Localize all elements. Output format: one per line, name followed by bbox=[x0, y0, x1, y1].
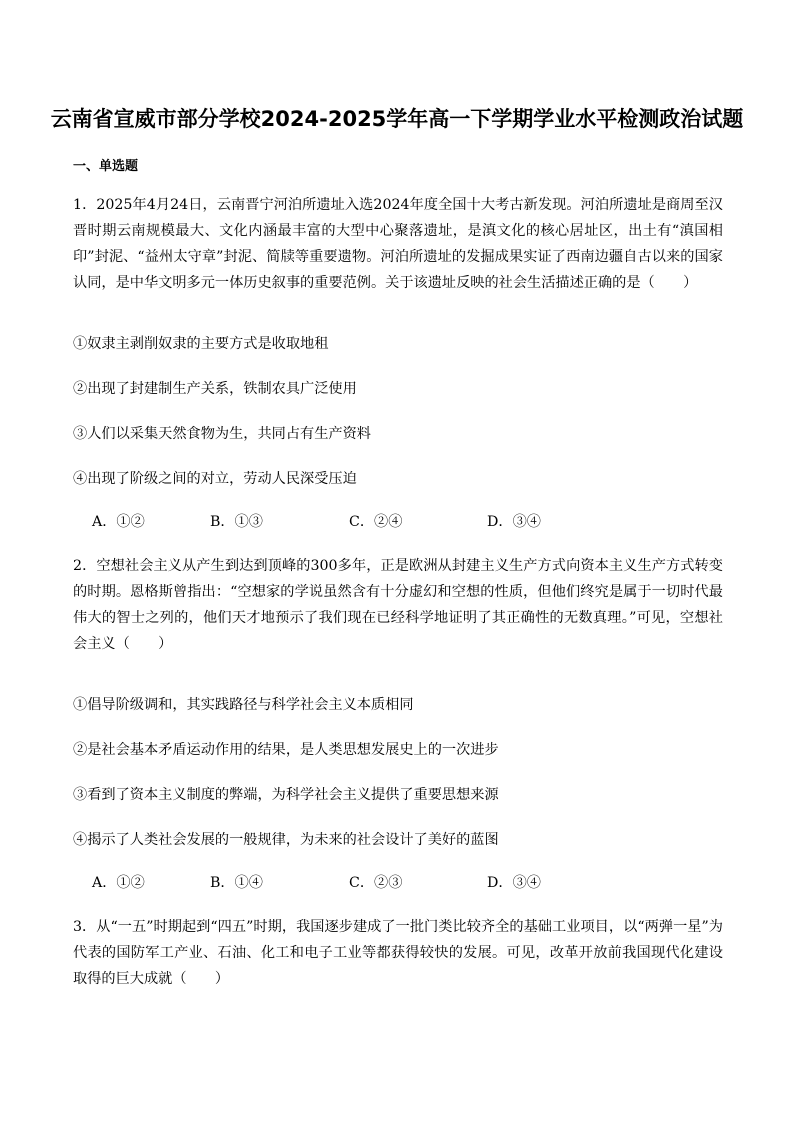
question-1-stem: 1．2025年4月24日，云南晋宁河泊所遗址入选2024年度全国十大考古新发现。河泊所遗址是商周至汉晋时期云南规模最大、文化内涵最丰富的大型中心聚落遗址，是滇文化的核心居址区，出土有“滇国相印”封泥、“益州太守章”封泥、简牍等重要遗物。河泊所遗址的发掘成果实证了西南边疆自古以来的国家认同，是中华文明多元一体历史叙事的重要范例。关于该遗址反映的社会生活描述正确的是（ ） bbox=[73, 197, 723, 291]
question-1-option-a[interactable]: A．①② bbox=[92, 514, 145, 530]
section-heading: 一、单选题 bbox=[73, 159, 139, 174]
page-title: 云南省宣威市部分学校2024-2025学年高一下学期学业水平检测政治试题 bbox=[50, 107, 744, 131]
question-1-statement-2: ②出现了封建制生产关系，铁制农具广泛使用 bbox=[73, 381, 357, 397]
question-2-statement-2: ②是社会基本矛盾运动作用的结果，是人类思想发展史上的一次进步 bbox=[73, 742, 499, 758]
question-2-option-c[interactable]: C．②③ bbox=[349, 875, 403, 891]
question-2-option-a[interactable]: A．①② bbox=[92, 875, 145, 891]
question-1-option-b[interactable]: B．①③ bbox=[210, 514, 263, 530]
question-1-option-d[interactable]: D．③④ bbox=[487, 514, 541, 530]
question-1-statement-3: ③人们以采集天然食物为生，共同占有生产资料 bbox=[73, 426, 371, 442]
question-1-statement-1: ①奴隶主剥削奴隶的主要方式是收取地租 bbox=[73, 336, 329, 352]
question-3-stem: 3．从“一五”时期起到“四五”时期，我国逐步建成了一批门类比较齐全的基础工业项目，以“两弹一星”为代表的国防军工产业、石油、化工和电子工业等都获得较快的发展。可见，改革开放前我国现代化建设取得的巨大成就（ ） bbox=[73, 919, 723, 987]
question-2-statement-4: ④揭示了人类社会发展的一般规律，为未来的社会设计了美好的蓝图 bbox=[73, 832, 499, 848]
question-1-statement-4: ④出现了阶级之间的对立，劳动人民深受压迫 bbox=[73, 471, 357, 487]
question-2-statement-1: ①倡导阶级调和，其实践路径与科学社会主义本质相同 bbox=[73, 697, 414, 713]
question-2-stem: 2．空想社会主义从产生到达到顶峰的300多年，正是欧洲从封建主义生产方式向资本主义生产方式转变的时期。恩格斯曾指出：“空想家的学说虽然含有十分虚幻和空想的性质，但他们终究是属于一切时代最伟大的智士之列的，他们天才地预示了我们现在已经科学地证明了其正确性的无数真理。”可见，空想社会主义（ ） bbox=[73, 558, 723, 652]
question-2-statement-3: ③看到了资本主义制度的弊端，为科学社会主义提供了重要思想来源 bbox=[73, 787, 499, 803]
question-1-option-c[interactable]: C．②④ bbox=[349, 514, 403, 530]
question-2-option-d[interactable]: D．③④ bbox=[487, 875, 541, 891]
question-2-option-b[interactable]: B．①④ bbox=[210, 875, 263, 891]
